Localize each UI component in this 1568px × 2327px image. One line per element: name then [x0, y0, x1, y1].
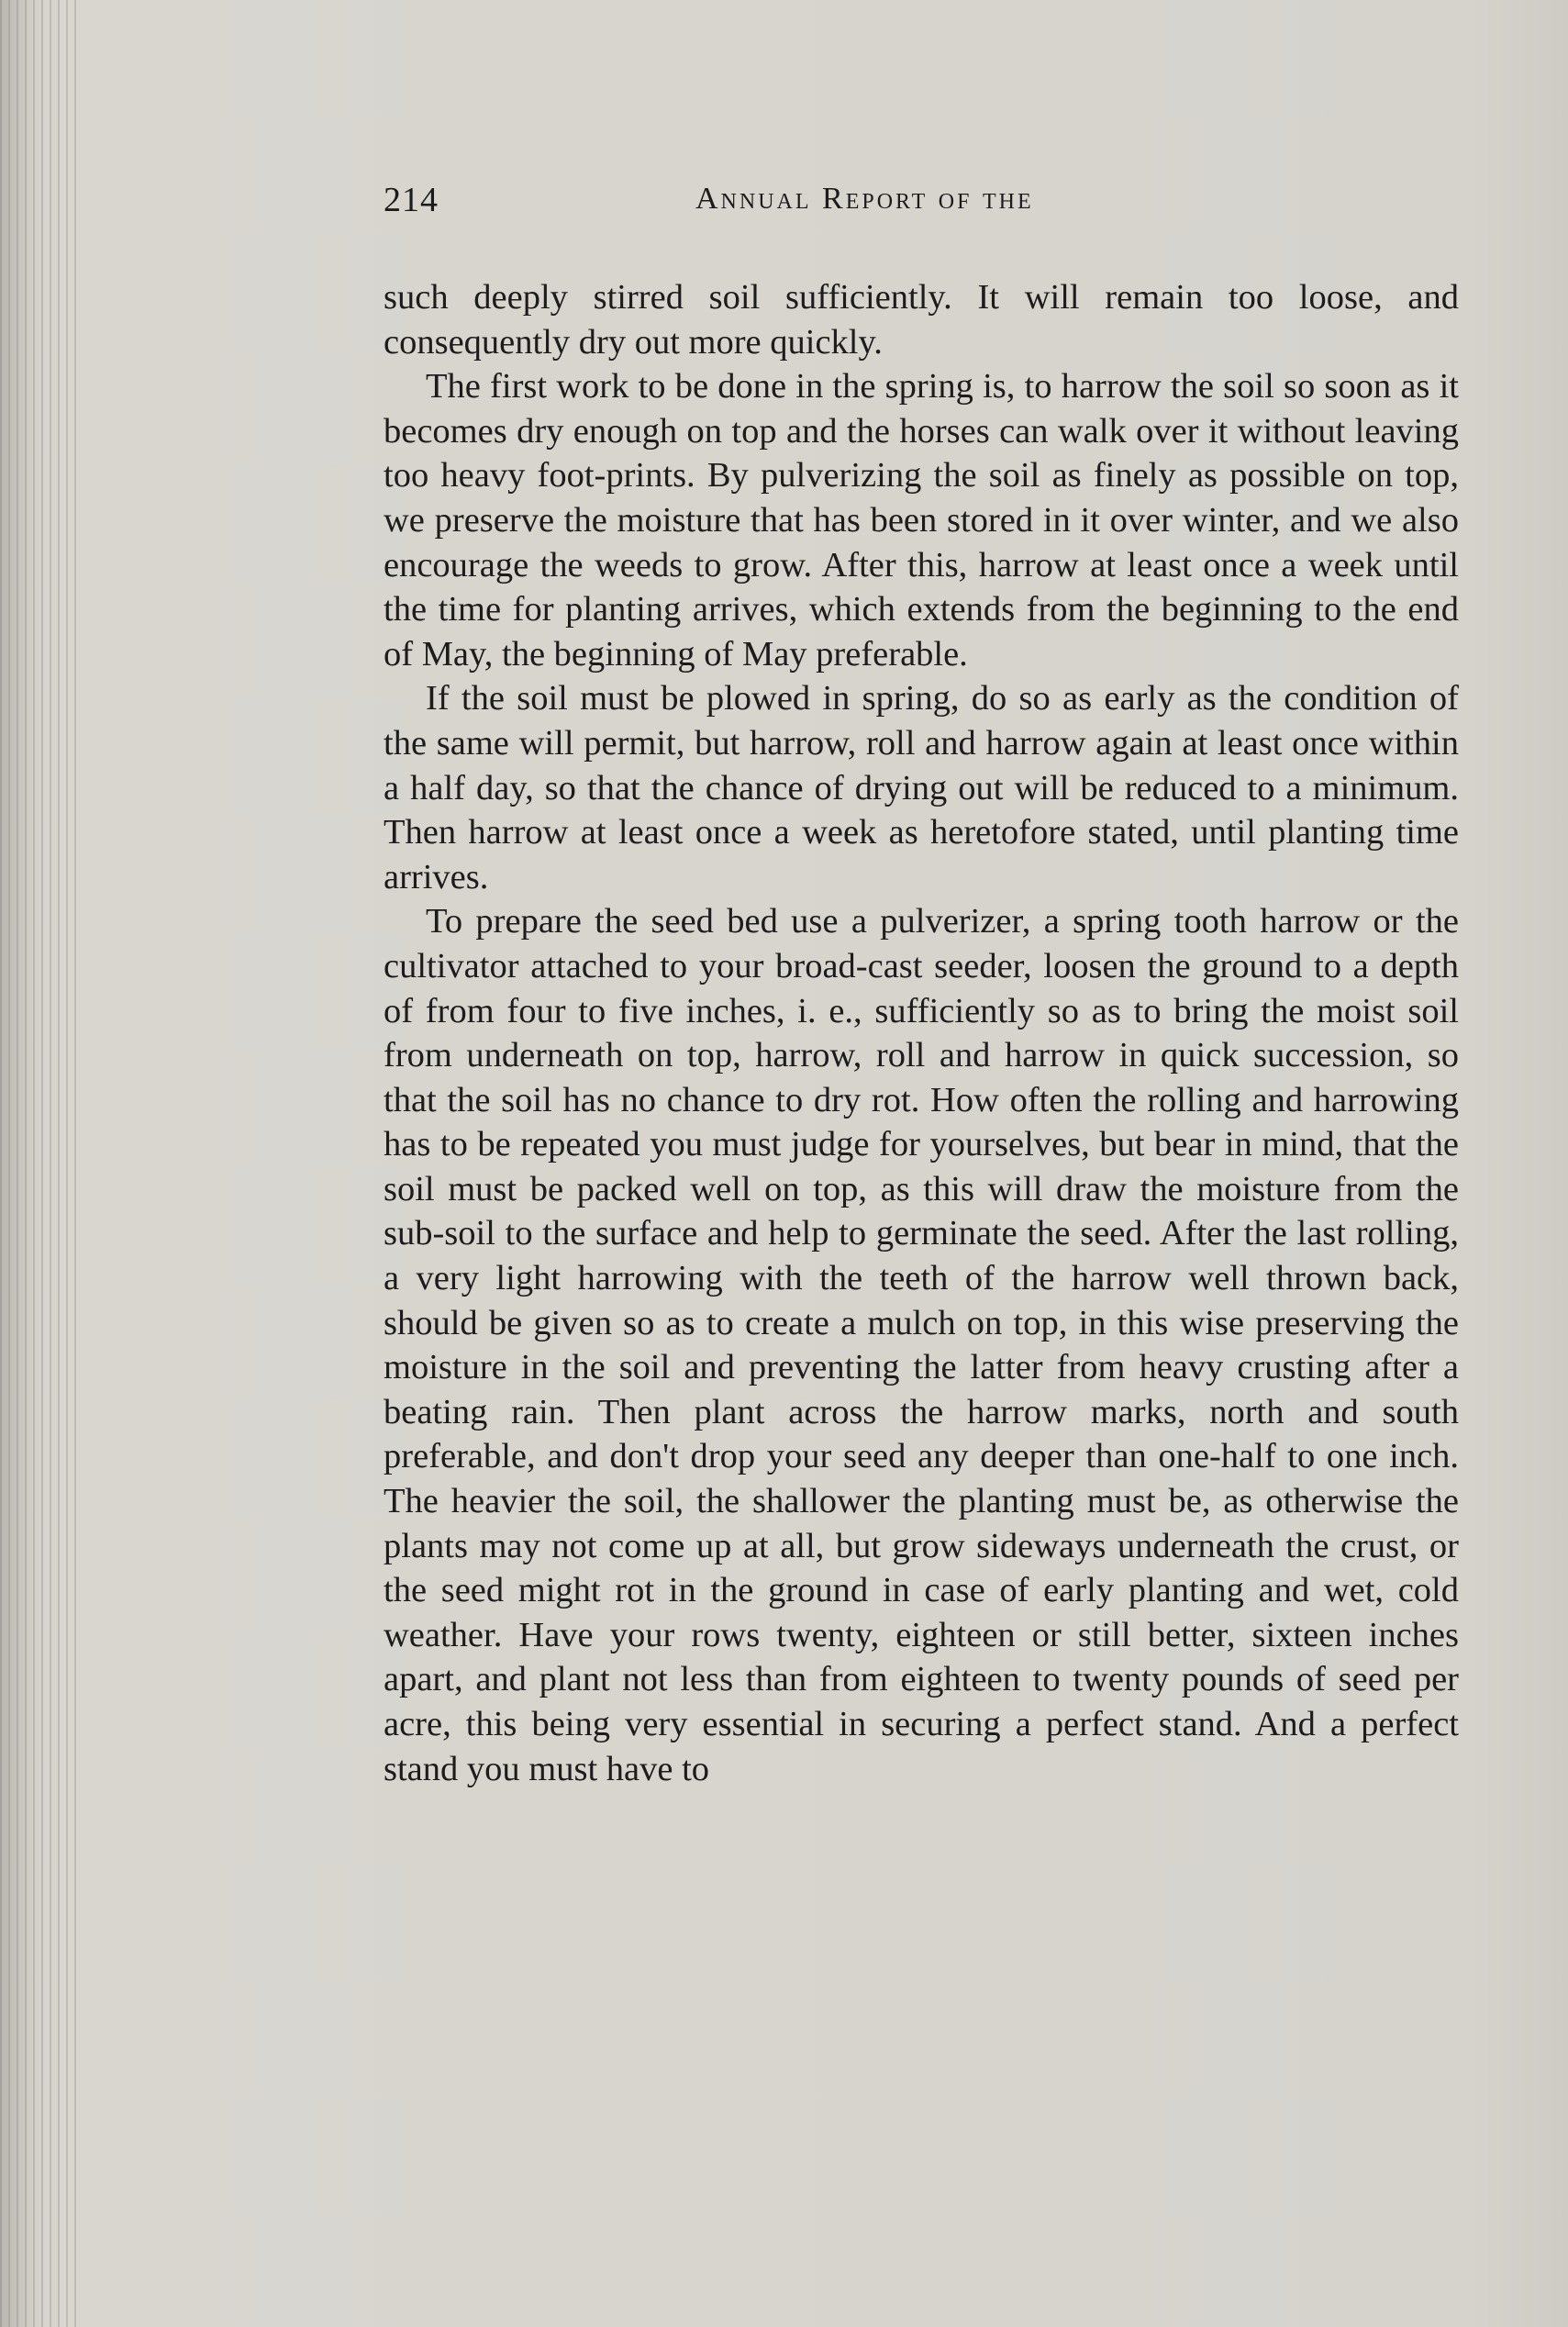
paragraph-seed-bed: To prepare the seed bed use a pulverizer, a spring tooth harrow or the cultivator attached to your broad-cast seeder, loosen the ground to a depth of from four to five inches, i. e., sufficiently so as to bring the moist soil from underneath on top, harrow, roll and harrow in quick succession, so that the soil has no chance to dry rot. How often the rolling and harrowing has to be repeated you must judge for yourselves, but bear in mind, that the soil must be packed well on top, as this will draw the moisture from the sub-soil to the surface and help to germinate the seed. After the last rolling, a very light harrowing with the teeth of the harrow well thrown back, should be given so as to create a mulch on top, in this wise preserving the moisture in the soil and preventing the latter from heavy crusting after a beating rain. Then plant across the harrow marks, north and south preferable, and don't drop your seed any deeper than one-half to one inch. The heavier the soil, the shallower the planting must be, as otherwise the plants may not come up at all, but grow sideways underneath the crust, or the seed might rot in the ground in case of early planting and wet, cold weather. Have your rows twenty, eighteen or still better, sixteen inches apart, and plant not less than from eighteen to twenty pounds of seed per acre, this being very essential in securing a perfect stand. And a perfect stand you must have to [384, 902, 1459, 1788]
page-header [384, 180, 1163, 235]
paragraph-spring-plowing: If the soil must be plowed in spring, do so as early as the condition of the same will permit, but harrow, roll and harrow again at least once within a half day, so that the chance of drying out will be reduced to a minimum. Then harrow at least once a week as heretofore stated, until planting time arrives. [384, 679, 1459, 896]
body-text [384, 275, 1459, 1791]
paragraph-spring-harrowing: The first work to be done in the spring is, to harrow the soil so soon as it becomes dry enough on top and the horses can walk over it without leaving too heavy foot-prints. By pulverizing the soil as finely as possible on top, we preserve the moisture that has been stored in it over winter, and we also encourage the weeds to grow. After this, harrow at least once a week until the time for planting arrives, which extends from the beginning to the end of May, the beginning of May preferable. [384, 367, 1459, 674]
paragraph-continued: such deeply stirred soil sufficiently. It will remain too loose, and consequently dry out more quickly. [384, 278, 1459, 362]
page-number: 214 [384, 181, 439, 219]
page-binding-edge [0, 0, 83, 2327]
running-head: Annual Report of the [695, 182, 1034, 216]
